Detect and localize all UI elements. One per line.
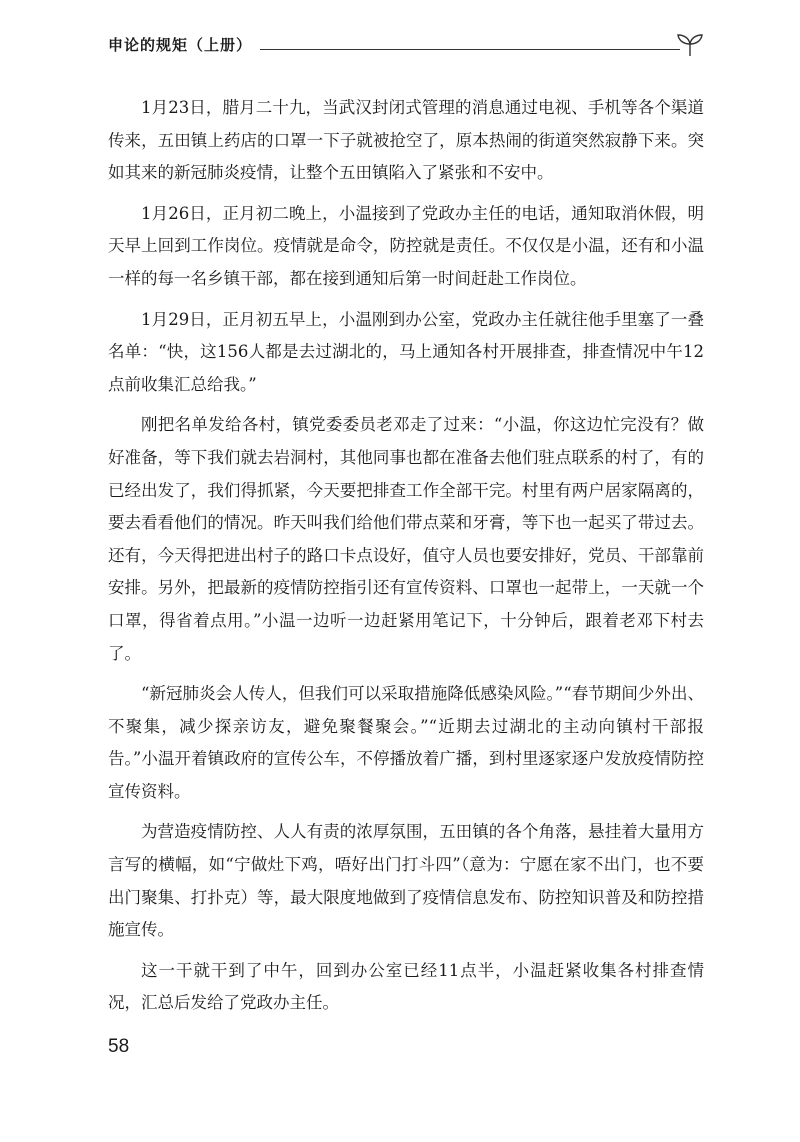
paragraph-3: 1月29日，正月初五早上，小温刚到办公室，党政办主任就往他手里塞了一叠名单：“快，这156人都是去过湖北的，马上通知各村开展排查，排查情况中午12点前收集汇总给我。”	[108, 309, 704, 394]
paragraph-7: 这一干就干到了中午，回到办公室已经11点半，小温赶紧收集各村排查情况，汇总后发给了党政办主任。	[108, 960, 704, 1013]
sprout-icon	[674, 32, 706, 58]
paragraph-4: 刚把名单发给各村，镇党委委员老邓走了过来：“小温，你这边忙完没有？做好准备，等下我们就去岩洞村，其他同事也都在准备去他们驻点联系的村了，有的已经出发了，我们得抓紧，今天要把排查工作全部干完。村里有两户居家隔离的，要去看看他们的情况。昨天叫我们给他们带点菜和牙膏，等下也一起买了带过去。还有，今天得把进出村子的路口卡点设好，值守人员也要安排好，党员、干部靠前安排。另外，把最新的疫情防控指引还有宣传资料、口罩也一起带上，一天就一个口罩，得省着点用。”小温一边听一边赶紧用笔记下，十分钟后，跟着老邓下村去了。	[108, 415, 704, 663]
paragraph-5: “新冠肺炎会人传人，但我们可以采取措施降低感染风险。”“春节期间少外出、不聚集，减少探亲访友，避免聚餐聚会。”“近期去过湖北的主动向镇村干部报告。”小温开着镇政府的宣传公车，不停播放着广播，到村里逐家逐户发放疫情防控宣传资料。	[108, 684, 704, 801]
page-number: 58	[108, 1036, 130, 1057]
article-body	[108, 92, 704, 1028]
header-rule	[260, 49, 680, 50]
paragraph-6: 为营造疫情防控、人人有责的浓厚氛围，五田镇的各个角落，悬挂着大量用方言写的横幅，如“宁做灶下鸡，唔好出门打斗四”（意为：宁愿在家不出门，也不要出门聚集、打扑克）等，最大限度地做到了疫情信息发布、防控知识普及和防控措施宣传。	[108, 822, 704, 940]
paragraph-1: 1月23日，腊月二十九，当武汉封闭式管理的消息通过电视、手机等各个渠道传来，五田镇上药店的口罩一下子就被抢空了，原本热闹的街道突然寂静下来。突如其来的新冠肺炎疫情，让整个五田镇陷入了紧张和不安中。	[108, 98, 704, 183]
running-title: 申论的规矩（上册）	[108, 36, 253, 54]
paragraph-2: 1月26日，正月初二晚上，小温接到了党政办主任的电话，通知取消休假，明天早上回到工作岗位。疫情就是命令，防控就是责任。不仅仅是小温，还有和小温一样的每一名乡镇干部，都在接到通知后第一时间赶赴工作岗位。	[108, 203, 704, 288]
running-header	[108, 32, 703, 62]
